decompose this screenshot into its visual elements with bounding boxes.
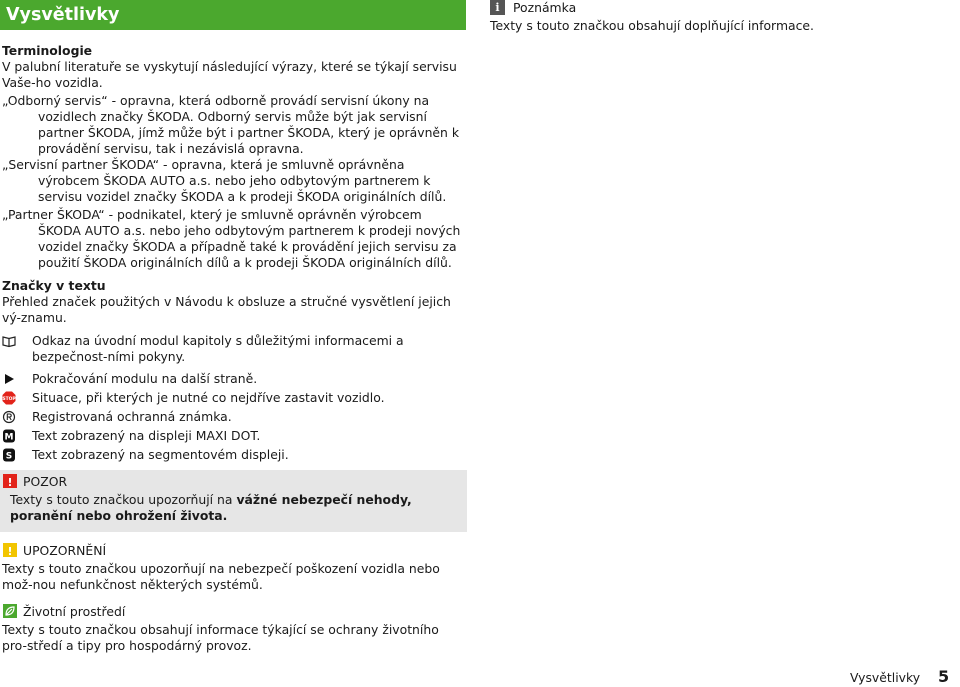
mark-text: Text zobrazený na segmentovém displeji. <box>32 447 289 462</box>
leaf-icon <box>3 604 17 618</box>
stop-icon <box>2 391 16 405</box>
marks-section <box>2 278 464 326</box>
term-list <box>2 157 464 205</box>
maxi-dot-letter: M <box>4 432 14 443</box>
mark-text: Pokračování modulu na další straně. <box>32 371 258 386</box>
note-text: Texty s touto značkou obsahují doplňující informace. <box>490 18 814 33</box>
term-item <box>2 157 464 205</box>
term-item <box>2 207 464 271</box>
environment-title: Životní prostředí <box>23 604 126 619</box>
caution-text-bold: vážné nebezpečí nehody, poranění nebo ohrožení života. <box>10 492 412 523</box>
segment-display-icon <box>2 448 16 462</box>
marks-intro: Přehled značek použitých v Návodu k obsluze a stručné vysvětlení jejich vý-znamu. <box>2 294 451 325</box>
term-list <box>2 207 464 271</box>
book-icon <box>2 334 16 348</box>
terminology-heading: Terminologie <box>2 43 93 58</box>
title-bar <box>0 0 466 30</box>
stop-label: STOP <box>2 397 16 402</box>
notice-icon <box>3 543 17 557</box>
caution-icon <box>3 474 17 488</box>
segment-letter: S <box>5 451 13 462</box>
term-name: „Servisní partner ŠKODA“ <box>2 157 160 172</box>
footer-section-name: Vysvětlivky <box>850 670 921 685</box>
exclamation-glyph: ! <box>7 476 13 489</box>
mark-text: Odkaz na úvodní modul kapitoly s důležitými informacemi a bezpečnost-ními pokyny. <box>32 333 404 364</box>
registered-icon <box>2 410 16 424</box>
maxi-dot-icon <box>2 429 16 443</box>
notice-title: UPOZORNĚNÍ <box>23 543 107 558</box>
notice-text: Texty s touto značkou upozorňují na nebezpečí poškození vozidla nebo mož-nou nefunkčnost některých systémů. <box>2 561 440 592</box>
mark-text: Text zobrazený na displeji MAXI DOT. <box>32 428 261 443</box>
terminology-section <box>2 43 464 91</box>
term-definition: - opravna, která je smluvně oprávněna výrobcem ŠKODA AUTO a.s. nebo jeho odbytovým partnerem k servisu vozidel značky ŠKODA a k prodeji ŠKODA originálních dílů. <box>38 157 447 204</box>
term-name: „Partner ŠKODA“ <box>2 207 105 222</box>
caution-title: POZOR <box>23 474 68 489</box>
page-number: 5 <box>938 667 950 686</box>
page-title: Vysvětlivky <box>6 5 120 25</box>
term-name: „Odborný servis“ <box>2 93 108 108</box>
environment-text: Texty s touto značkou obsahují informace týkající se ochrany životního pro-středí a tipy pro hospodárný provoz. <box>2 622 439 653</box>
marks-heading: Značky v textu <box>2 278 106 293</box>
note-title: Poznámka <box>513 0 577 15</box>
exclamation-glyph: ! <box>7 545 13 558</box>
term-definition: - opravna, která odborně provádí servisní úkony na vozidlech značky ŠKODA. Odborný servis může být jak servisní partner ŠKODA, jímž může být i partner ŠKODA, který je oprávněn k provádění servisu, tak i nezávislá opravna. <box>38 93 460 156</box>
term-list <box>2 93 464 157</box>
terminology-intro: V palubní literatuře se vyskytují následující výrazy, které se týkají servisu Vaše-ho vozidla. <box>2 59 457 90</box>
info-icon: i <box>490 0 505 15</box>
term-definition: - podnikatel, který je smluvně oprávněn výrobcem ŠKODA AUTO a.s. nebo jeho odbytovým partnerem k prodeji nových vozidel značky ŠKODA a případně také k provádění jejich servisu za použití ŠKODA originálních dílů a k prodeji ŠKODA originálních dílů. <box>38 207 461 270</box>
mark-text: Situace, při kterých je nutné co nejdříve zastavit vozidlo. <box>32 390 385 405</box>
triangle-right-icon <box>2 372 16 386</box>
mark-text: Registrovaná ochranná známka. <box>32 409 232 424</box>
term-item <box>2 93 464 157</box>
caution-text-plain: Texty s touto značkou upozorňují na <box>10 492 237 507</box>
caution-text <box>10 492 460 524</box>
